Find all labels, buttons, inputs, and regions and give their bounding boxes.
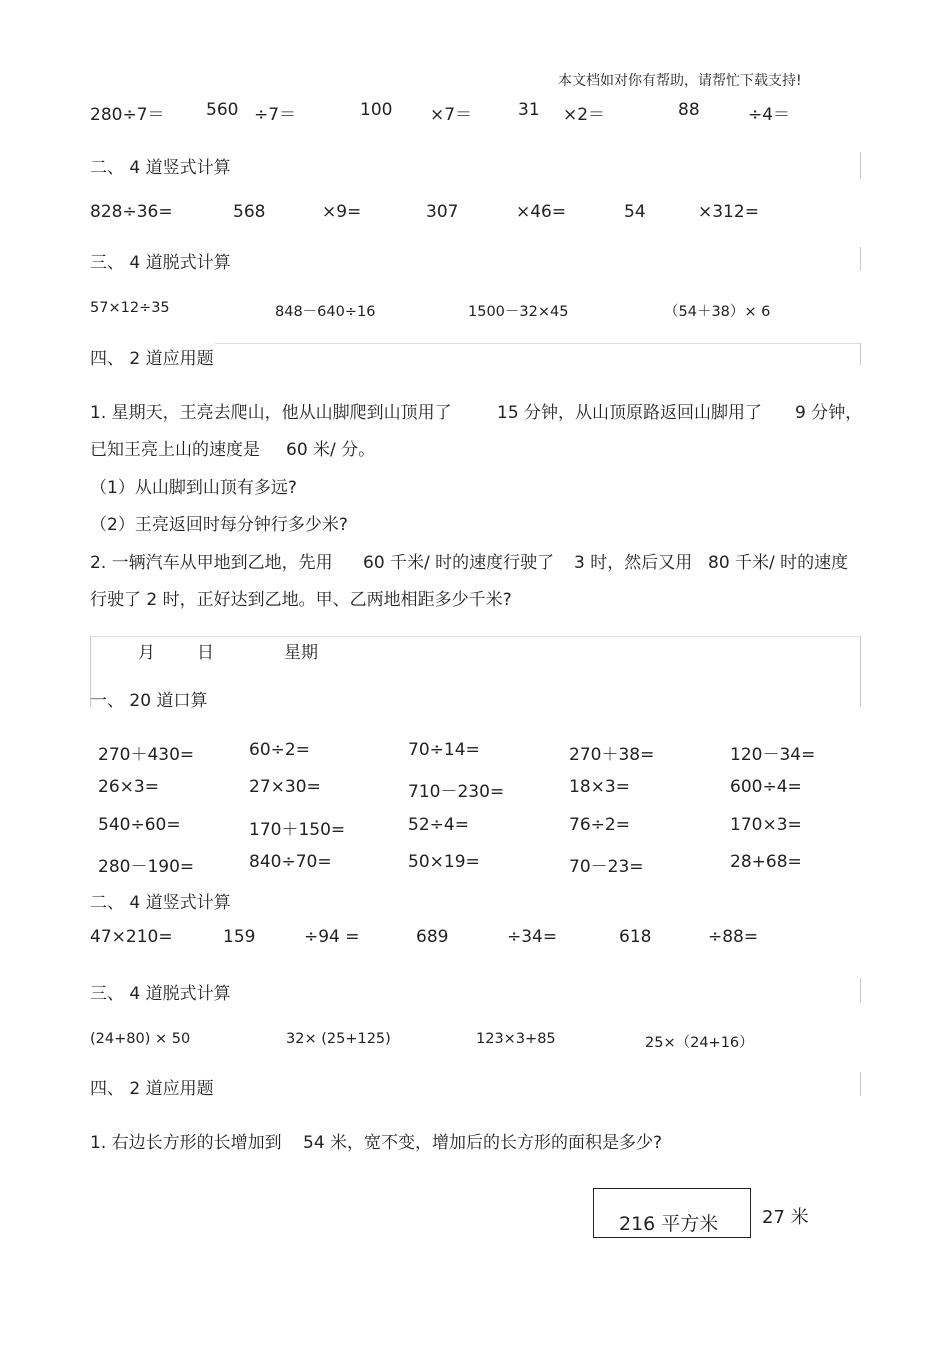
problem-text: 行驶了 2 时，正好达到乙地。甲、乙两地相距多少千米? bbox=[90, 590, 512, 610]
expr-item: 540÷60= bbox=[98, 815, 181, 835]
margin-rule bbox=[860, 247, 861, 271]
expr-item: 26×3= bbox=[98, 777, 159, 797]
expr-item: 840÷70= bbox=[249, 852, 332, 872]
expr-item: 70－23= bbox=[569, 857, 644, 877]
expr-item: 600÷4= bbox=[730, 777, 802, 797]
expr-item: 689 bbox=[416, 927, 449, 947]
expr-item: 70÷14= bbox=[408, 740, 480, 760]
expr-item: 100 bbox=[360, 100, 393, 120]
section-title: 三、 4 道脱式计算 bbox=[90, 253, 231, 273]
divider bbox=[215, 343, 860, 344]
problem-text: 54 米，宽不变，增加后的长方形的面积是多少? bbox=[303, 1133, 663, 1153]
expr-item: 54 bbox=[624, 202, 646, 222]
expr-item: 270＋430= bbox=[98, 745, 195, 765]
problem-text: 15 分钟，从山顶原路返回山脚用了 bbox=[497, 403, 763, 423]
expr-item: 170＋150= bbox=[249, 820, 346, 840]
margin-rule bbox=[860, 343, 861, 365]
expr-item: 60÷2= bbox=[249, 740, 310, 760]
problem-text: 60 米/ 分。 bbox=[286, 440, 376, 460]
margin-rule bbox=[860, 1072, 861, 1096]
expr-item: 50×19= bbox=[408, 852, 480, 872]
expr-item: 568 bbox=[233, 202, 266, 222]
margin-rule bbox=[860, 978, 861, 1002]
divider bbox=[90, 636, 860, 637]
sub-question: （2）王亮返回时每分钟行多少米? bbox=[90, 515, 348, 535]
expr-item: 270＋38= bbox=[569, 745, 655, 765]
margin-rule bbox=[860, 152, 861, 178]
expr-item: 828÷36= bbox=[90, 202, 173, 222]
expr-item: 32× (25+125) bbox=[286, 1031, 391, 1047]
expr-item: ×9= bbox=[322, 202, 362, 222]
expr-item: 123×3+85 bbox=[476, 1031, 556, 1047]
expr-item: ×2＝ bbox=[563, 105, 606, 125]
expr-item: 159 bbox=[223, 927, 256, 947]
expr-item: 31 bbox=[518, 100, 540, 120]
expr-item: 560 bbox=[206, 100, 239, 120]
rectangle-area-label: 216 平方米 bbox=[619, 1213, 719, 1235]
expr-item: 307 bbox=[426, 202, 459, 222]
problem-text: 1. 星期天，王亮去爬山，他从山脚爬到山顶用了 bbox=[90, 403, 452, 423]
expr-item: 280÷7＝ bbox=[90, 105, 165, 125]
problem-text: 60 千米/ 时的速度行驶了 bbox=[363, 553, 555, 573]
expr-item: 76÷2= bbox=[569, 815, 630, 835]
rectangle-width-label: 27 米 bbox=[762, 1207, 809, 1228]
section-title: 三、 4 道脱式计算 bbox=[90, 984, 231, 1004]
expr-item: 120－34= bbox=[730, 745, 816, 765]
weekday-label: 星期 bbox=[284, 643, 318, 663]
problem-text: 1. 右边长方形的长增加到 bbox=[90, 1133, 282, 1153]
month-label: 月 bbox=[138, 643, 155, 663]
problem-text: 9 分钟， bbox=[795, 403, 863, 423]
expr-item: 88 bbox=[678, 100, 700, 120]
problem-text: 80 千米/ 时的速度 bbox=[708, 553, 849, 573]
expr-item: ×312= bbox=[698, 202, 759, 222]
expr-item: 27×30= bbox=[249, 777, 321, 797]
expr-item: ÷7＝ bbox=[254, 105, 297, 125]
expr-item: 710－230= bbox=[408, 782, 505, 802]
expr-item: 47×210= bbox=[90, 927, 173, 947]
problem-text: 2. 一辆汽车从甲地到乙地，先用 bbox=[90, 553, 333, 573]
expr-item: 848－640÷16 bbox=[275, 304, 376, 320]
expr-item: ÷4＝ bbox=[748, 105, 791, 125]
day-label: 日 bbox=[197, 643, 214, 663]
expr-item: (24+80) × 50 bbox=[90, 1031, 191, 1047]
expr-item: 25×（24+16） bbox=[645, 1035, 754, 1051]
section-title: 二、 4 道竖式计算 bbox=[90, 893, 231, 913]
header-note: 本文档如对你有帮助，请帮忙下载支持! bbox=[558, 73, 802, 89]
section-title: 一、 20 道口算 bbox=[90, 691, 208, 711]
sub-question: （1）从山脚到山顶有多远? bbox=[90, 478, 297, 498]
expr-item: （54＋38）× 6 bbox=[664, 304, 771, 320]
expr-item: ÷34= bbox=[507, 927, 558, 947]
expr-item: ×46= bbox=[516, 202, 567, 222]
expr-item: 170×3= bbox=[730, 815, 802, 835]
expr-item: 28+68= bbox=[730, 852, 802, 872]
rectangle-figure bbox=[593, 1188, 751, 1238]
expr-item: ×7＝ bbox=[430, 105, 473, 125]
expr-item: ÷94 = bbox=[304, 927, 360, 947]
section-title: 四、 2 道应用题 bbox=[90, 1079, 214, 1099]
expr-item: 52÷4= bbox=[408, 815, 469, 835]
margin-rule bbox=[860, 636, 861, 706]
section-title: 二、 4 道竖式计算 bbox=[90, 158, 231, 178]
expr-item: 18×3= bbox=[569, 777, 630, 797]
section-title: 四、 2 道应用题 bbox=[90, 349, 214, 369]
expr-item: ÷88= bbox=[708, 927, 759, 947]
problem-text: 已知王亮上山的速度是 bbox=[90, 440, 260, 460]
expr-item: 280－190= bbox=[98, 857, 195, 877]
expr-item: 618 bbox=[619, 927, 652, 947]
problem-text: 3 时，然后又用 bbox=[574, 553, 693, 573]
expr-item: 57×12÷35 bbox=[90, 300, 170, 316]
expr-item: 1500－32×45 bbox=[468, 304, 569, 320]
